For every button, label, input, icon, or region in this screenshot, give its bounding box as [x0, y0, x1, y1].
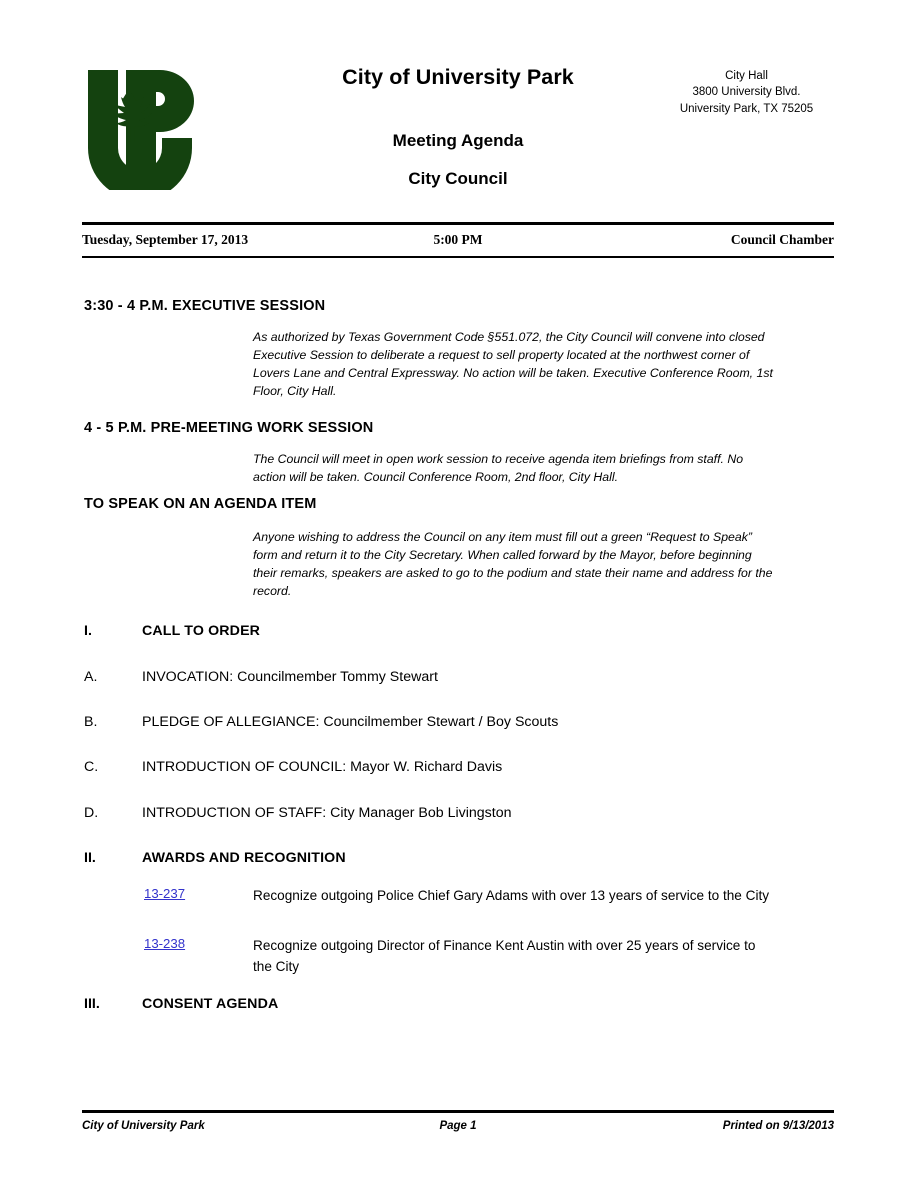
agenda-marker: II. [84, 850, 96, 866]
section-text-work-session: The Council will meet in open work session to receive agenda item briefings from staff. No action will be taken. Council Conference Room, 2nd floor, City Hall. [253, 452, 744, 485]
section-heading-work-session: 4 - 5 P.M. PRE-MEETING WORK SESSION [84, 420, 374, 436]
file-description: Recognize outgoing Police Chief Gary Adams with over 13 years of service to the City [253, 888, 770, 903]
document-header [0, 0, 918, 215]
header-divider-top [82, 222, 834, 225]
governing-body: City Council [408, 169, 508, 189]
address-line-3: University Park, TX 75205 [679, 102, 814, 115]
meeting-meta-bar [82, 232, 834, 254]
section-heading-to-speak: TO SPEAK ON AN AGENDA ITEM [84, 496, 317, 512]
agenda-marker: C. [84, 759, 99, 775]
university-park-logo-icon [82, 62, 198, 190]
meeting-date: Tuesday, September 17, 2013 [82, 232, 249, 247]
file-description: Recognize outgoing Director of Finance Kent Austin with over 25 years of service to the City [253, 938, 756, 974]
agenda-label: INTRODUCTION OF STAFF: City Manager Bob Livingston [142, 805, 512, 821]
agenda-label: PLEDGE OF ALLEGIANCE: Councilmember Stewart / Boy Scouts [142, 714, 559, 730]
footer-printed-date: Printed on 9/13/2013 [722, 1120, 834, 1132]
document-type: Meeting Agenda [392, 130, 524, 150]
agenda-label: CALL TO ORDER [142, 623, 261, 639]
section-text-to-speak: Anyone wishing to address the Council on any item must fill out a green “Request to Speak” form and return it to the City Secretary. When called forward by the Mayor, before beginning their remarks, speakers are asked to go to the podium and state their name and address for the record. [253, 530, 773, 599]
page-title: City of University Park [342, 65, 574, 89]
section-heading-executive-session: 3:30 - 4 P.M. EXECUTIVE SESSION [84, 298, 326, 314]
footer-page-number: Page 1 [439, 1120, 477, 1132]
agenda-marker: A. [84, 669, 98, 685]
address-block [645, 68, 848, 117]
agenda-label: INTRODUCTION OF COUNCIL: Mayor W. Richard Davis [142, 759, 503, 775]
agenda-marker: I. [84, 623, 92, 639]
file-number-link[interactable]: 13-237 [144, 886, 186, 901]
agenda-marker: III. [84, 996, 100, 1012]
section-text-executive-session: As authorized by Texas Government Code §551.072, the City Council will convene into closed Executive Session to deliberate a request to sell property located at the northwest corner of Lovers Lane and Central Expressway. No action will be taken. Executive Conference Room, 1st Floor, City Hall. [253, 330, 773, 399]
agenda-marker: B. [84, 714, 98, 730]
address-line-1: City Hall [725, 70, 768, 82]
agenda-label: INVOCATION: Councilmember Tommy Stewart [142, 669, 438, 685]
agenda-marker: D. [84, 805, 99, 821]
file-number-link[interactable]: 13-238 [144, 936, 186, 951]
meeting-time: 5:00 PM [433, 232, 483, 247]
header-divider-bottom [82, 256, 834, 258]
document-footer [82, 1120, 834, 1140]
title-block [240, 66, 676, 189]
address-line-2: 3800 University Blvd. [692, 86, 801, 99]
footer-divider [82, 1110, 834, 1113]
meeting-location: Council Chamber [730, 232, 834, 247]
footer-organization: City of University Park [82, 1120, 205, 1132]
agenda-label: CONSENT AGENDA [142, 996, 279, 1012]
agenda-label: AWARDS AND RECOGNITION [142, 850, 346, 866]
